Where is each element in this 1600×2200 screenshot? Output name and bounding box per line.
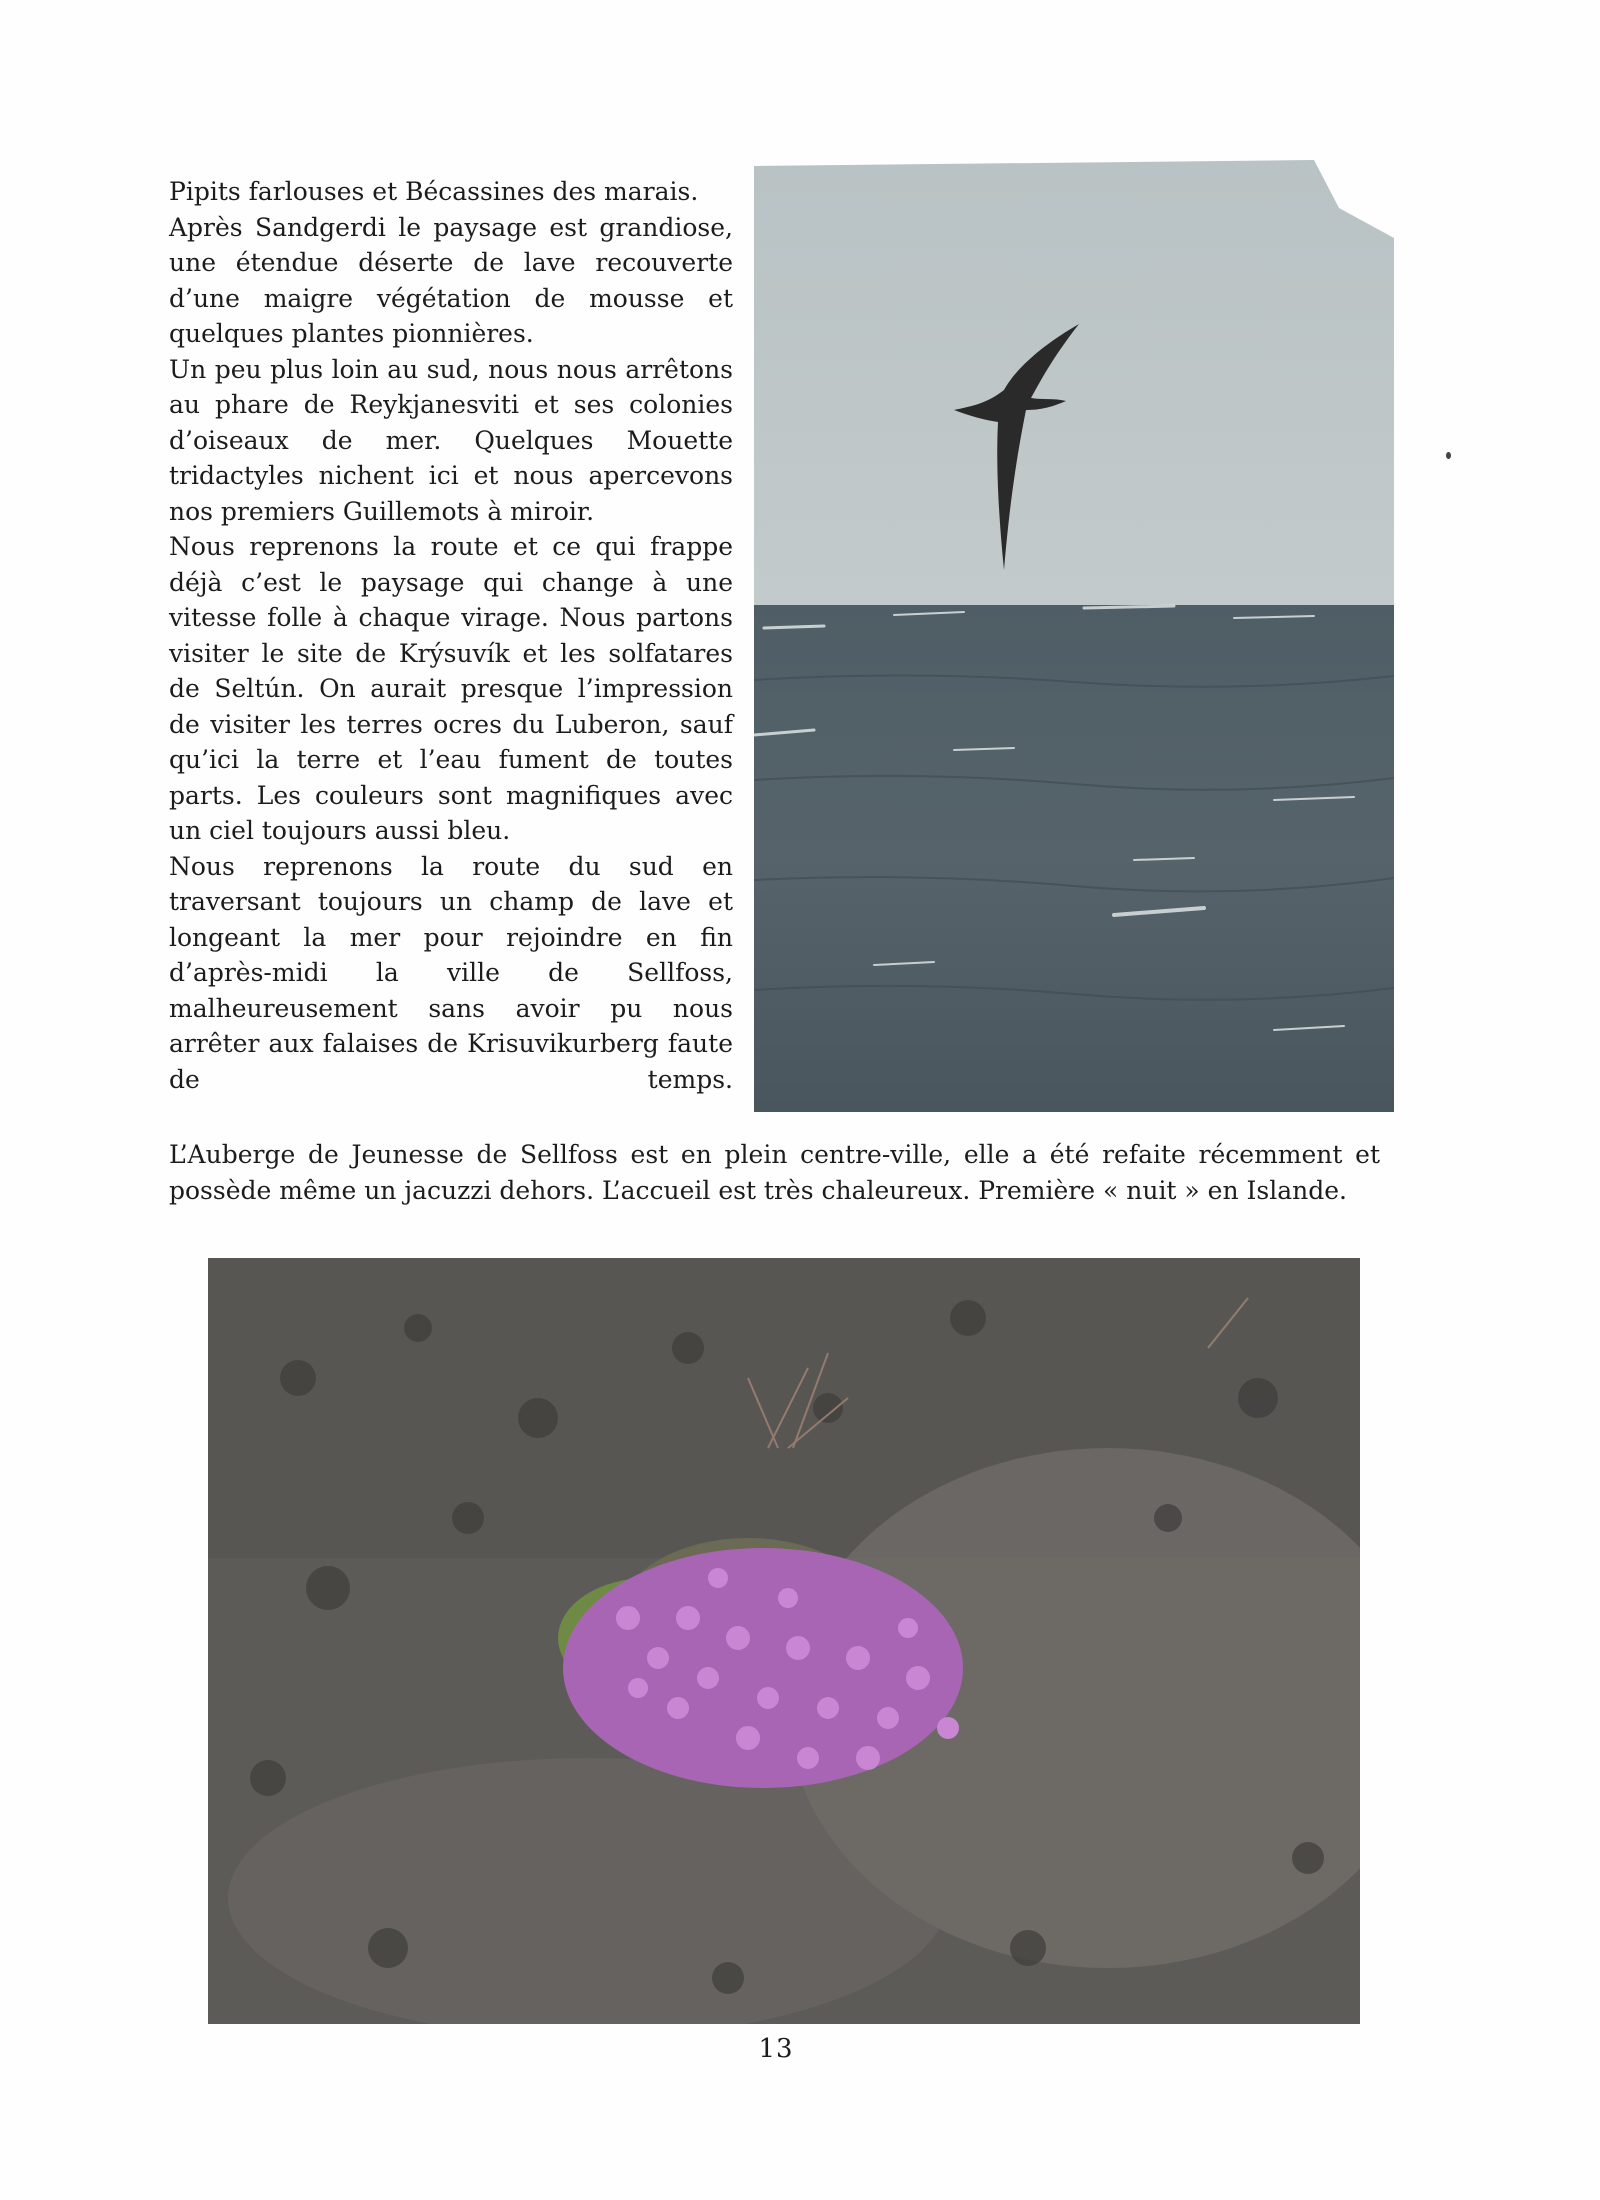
seabird-over-sea-photo — [754, 160, 1394, 1112]
paragraph-krysuvik: Nous reprenons la route et ce qui frappe déjà c’est le paysage qui change à une vitesse folle à chaque virage. Nous partons visiter le site de Krýsuvík et les solfatares de Seltún. On aurait presque l’impression de visiter les terres ocres du Luberon, sauf qu’ici la terre et l’eau fument de toutes parts. Les couleurs sont magnifiques avec un ciel toujours aussi bleu. — [169, 532, 733, 845]
paragraph-hostel: L’Auberge de Jeunesse de Sellfoss est en plein centre-ville, elle a été refaite récemment et possède même un jacuzzi dehors. L’accueil est très chaleureux. Première « nuit » en Islande. — [169, 1140, 1380, 1205]
paragraph-pipits: Pipits farlouses et Bécassines des marais. — [169, 177, 699, 206]
hostel-paragraph-block — [169, 1137, 1380, 1208]
moss-campion-flower-photo — [208, 1258, 1360, 2024]
article-column-text — [169, 174, 733, 1097]
flower-cushion — [563, 1548, 963, 1788]
page-number: 13 — [758, 2034, 794, 2064]
paragraph-reykjanesviti: Un peu plus loin au sud, nous nous arrêtons au phare de Reykjanesviti et ses colonies d’oiseaux de mer. Quelques Mouette tridactyles nichent ici et nous apercevons nos premiers Guillemots à miroir. — [169, 354, 733, 526]
paragraph-sandgerdi: Après Sandgerdi le paysage est grandiose, une étendue déserte de lave recouverte d’une maigre végétation de mousse et quelques plantes pionnières. — [169, 212, 733, 348]
paragraph-sellfoss-route: Nous reprenons la route du sud en traversant toujours un champ de lave et longeant la mer pour rejoindre en fin d’après-midi la ville de Sellfoss, malheureusement sans avoir pu nous arrêter aux falaises de Krisuvikurberg faute de temps. — [169, 851, 733, 1094]
scan-speck — [1446, 452, 1451, 459]
